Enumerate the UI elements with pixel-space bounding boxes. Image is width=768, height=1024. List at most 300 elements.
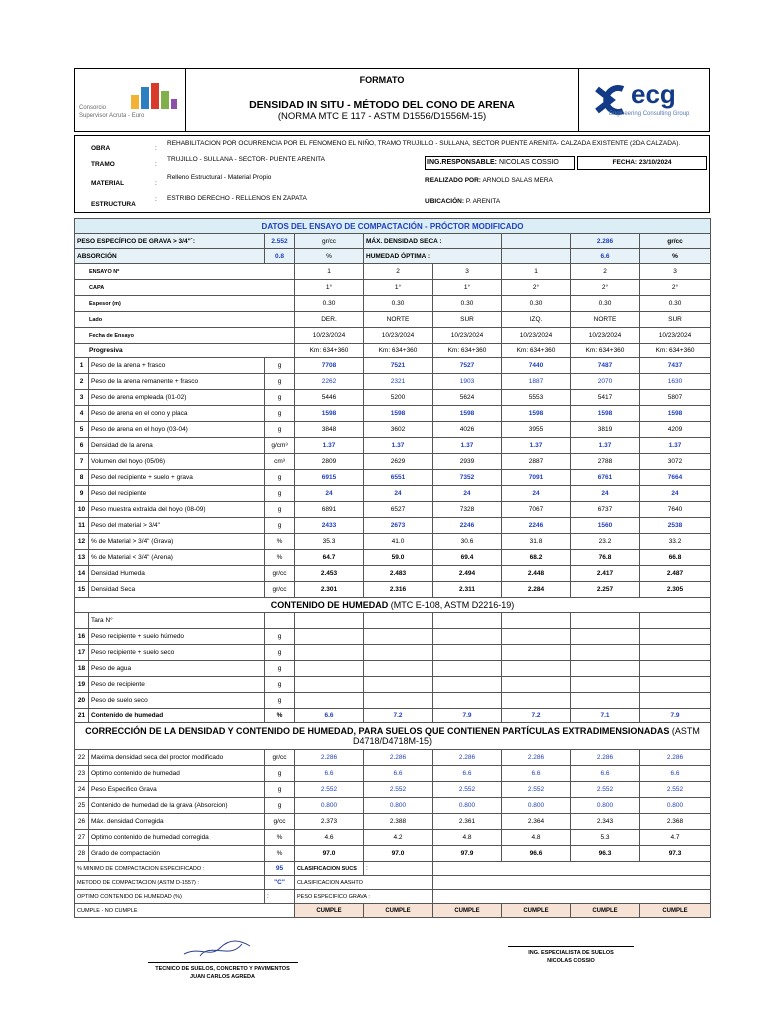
row-number: 14 (75, 566, 89, 582)
humedad-label: HUMEDAD ÓPTIMA : (364, 249, 502, 264)
row-unit: g (265, 629, 295, 645)
row-value: 1.37 (640, 438, 711, 454)
row-value: 2.286 (433, 750, 502, 766)
row-value: 1.37 (571, 438, 640, 454)
row-number: 15 (75, 582, 89, 598)
row-value: 2.417 (571, 566, 640, 582)
tara-value (640, 613, 711, 629)
row-value (640, 677, 711, 693)
meta-value: 0.30 (571, 296, 640, 312)
meta-value: Km: 634+360 (433, 344, 502, 358)
humedad-section-title (75, 598, 711, 613)
correccion-title: CORRECCIÓN DE LA DENSIDAD Y CONTENIDO DE HUMEDAD, PARA SUELOS QUE CONTIENEN PARTÍCULAS EXTRADIMENSIONADAS (85, 726, 670, 736)
row-number: 27 (75, 830, 89, 846)
row-unit: g/cm³ (265, 438, 295, 454)
meta-row (75, 328, 711, 344)
row-label: Densidad Seca (89, 582, 265, 598)
consorcio-logo-line1: Consorcio (79, 105, 107, 111)
row-value (433, 677, 502, 693)
row-value: 4.2 (364, 830, 433, 846)
cumple-label: CUMPLE - NO CUMPLE (75, 904, 295, 918)
footer-row-4 (75, 904, 711, 918)
meta-value: 10/23/2024 (364, 328, 433, 344)
row-label: Grado de compactación (89, 846, 265, 862)
meta-row (75, 296, 711, 312)
row-value: 0.800 (502, 798, 571, 814)
meta-value: 1° (364, 280, 433, 296)
row-unit: % (265, 846, 295, 862)
row-unit: g (265, 798, 295, 814)
data-row (75, 374, 711, 390)
row-label: Peso de la arena remanente + frasco (89, 374, 265, 390)
ecg-logo (578, 69, 709, 131)
row-value: 4.6 (295, 830, 364, 846)
row-value: 5200 (364, 390, 433, 406)
meta-value: 1 (295, 264, 364, 280)
data-row (75, 486, 711, 502)
correccion-row (75, 830, 711, 846)
row-value: 7328 (433, 502, 502, 518)
consorcio-logo-line2: Supervisor Acruta - Euro (79, 113, 145, 119)
row-value (571, 661, 640, 677)
footer-row-2 (75, 876, 711, 890)
row-unit: cm³ (265, 454, 295, 470)
tramo-value: TRUJILLO - SULLANA - SECTOR- PUENTE ARENITA (167, 156, 325, 163)
data-row (75, 470, 711, 486)
row-unit: % (265, 534, 295, 550)
row-label: Peso de la arena + frasco (89, 358, 265, 374)
humedad-row (75, 645, 711, 661)
meta-value: SUR (433, 312, 502, 328)
row-unit: gr/cc (265, 750, 295, 766)
optimo-colon: : (265, 890, 295, 904)
row-value: 97.0 (364, 846, 433, 862)
data-row (75, 566, 711, 582)
row-value: 3602 (364, 422, 433, 438)
row-unit: % (265, 709, 295, 723)
correccion-section-title (75, 723, 711, 750)
metodo-value: "C" (265, 876, 295, 890)
row-label: Maxima densidad seca del proctor modificado (89, 750, 265, 766)
row-label: % de Material > 3/4" (Grava) (89, 534, 265, 550)
row-value: 1598 (502, 406, 571, 422)
meta-value: 0.30 (295, 296, 364, 312)
meta-value: Km: 634+360 (295, 344, 364, 358)
row-value: 7.9 (640, 709, 711, 723)
row-unit: g/cc (265, 814, 295, 830)
row-unit: g (265, 390, 295, 406)
row-label: Peso de arena en el hoyo (03-04) (89, 422, 265, 438)
humedad-value: 6.6 (571, 249, 640, 264)
meta-value: 3 (433, 264, 502, 280)
row-number: 1 (75, 358, 89, 374)
row-value: 6.6 (295, 766, 364, 782)
row-value: 23.2 (571, 534, 640, 550)
row-value: 1598 (433, 406, 502, 422)
row-value (433, 661, 502, 677)
meta-value: 10/23/2024 (433, 328, 502, 344)
absorcion-value: 0.8 (265, 249, 295, 264)
consorcio-bars-icon (75, 69, 185, 131)
fecha-cell: FECHA: 23/10/2024 (577, 156, 707, 170)
max-dens-unit: gr/cc (640, 234, 711, 249)
row-value: 76.8 (571, 550, 640, 566)
row-value: 30.6 (433, 534, 502, 550)
row-value: 2070 (571, 374, 640, 390)
optimo-label: OPTIMO CONTENIDO DE HUMEDAD (%) (75, 890, 265, 904)
row-number: 26 (75, 814, 89, 830)
meta-value: 2 (364, 264, 433, 280)
obra-value: REHABILITACION POR OCURRENCIA POR EL FENOMENO EL NIÑO, TRAMO TRUJILLO - SULLANA, SECTOR PUENTE ARENITA- CALZADA EXISTENTE (2DA CALZADA). (167, 140, 681, 147)
row-value: 6551 (364, 470, 433, 486)
compaction-row-2 (75, 249, 711, 264)
tara-value (364, 613, 433, 629)
row-number: 24 (75, 782, 89, 798)
right-signature-role: ING. ESPECIALISTA DE SUELOS (528, 950, 614, 956)
data-row (75, 454, 711, 470)
row-label: Máx. densidad Corregida (89, 814, 265, 830)
row-value: 2.284 (502, 582, 571, 598)
meta-row (75, 344, 711, 358)
minimo-label: % MINIMO DE COMPACTACION ESPECIFICADO : (75, 862, 265, 876)
correccion-row (75, 750, 711, 766)
row-unit: g (265, 422, 295, 438)
row-value (502, 693, 571, 709)
row-value: 2.373 (295, 814, 364, 830)
realizado-cell (425, 177, 553, 184)
row-value: 33.2 (640, 534, 711, 550)
row-value: 2.552 (640, 782, 711, 798)
meta-label: CAPA (75, 280, 295, 296)
row-value: 6.6 (571, 766, 640, 782)
tara-value (502, 613, 571, 629)
row-value: 66.8 (640, 550, 711, 566)
row-label: Contenido de humedad (89, 709, 265, 723)
row-label: Peso de agua (89, 661, 265, 677)
tramo-colon: : (155, 161, 157, 168)
tara-row (75, 613, 711, 629)
humedad-norm: (MTC E-108, ASTM D2216-19) (390, 600, 515, 610)
contenido-row (75, 709, 711, 723)
row-label: Peso del recipiente (89, 486, 265, 502)
row-value: 5807 (640, 390, 711, 406)
row-number: 23 (75, 766, 89, 782)
row-value: 7.9 (433, 709, 502, 723)
peso-label: PESO ESPECIFICO GRAVA : (295, 890, 433, 904)
page-subtitle: (NORMA MTC E 117 - ASTM D1556/D1556M-15) (277, 111, 487, 122)
meta-row (75, 280, 711, 296)
sucs-label: CLASIFICACION SUCS (295, 862, 364, 876)
row-value: 1903 (433, 374, 502, 390)
format-label: FORMATO (359, 75, 405, 85)
row-value: 1630 (640, 374, 711, 390)
row-value: 7437 (640, 358, 711, 374)
row-value: 2.301 (295, 582, 364, 598)
signature-icon (180, 936, 260, 962)
meta-value: Km: 634+360 (364, 344, 433, 358)
row-value (433, 693, 502, 709)
tara-label: Tara N° (89, 613, 265, 629)
row-value (640, 661, 711, 677)
meta-value: 0.30 (502, 296, 571, 312)
project-info (74, 135, 710, 213)
row-value: 5553 (502, 390, 571, 406)
meta-label: Espesor (m) (75, 296, 295, 312)
row-unit: g (265, 406, 295, 422)
correccion-row (75, 766, 711, 782)
row-value: 1.37 (295, 438, 364, 454)
row-value: 5417 (571, 390, 640, 406)
row-label: Optimo contenido de humedad (89, 766, 265, 782)
humedad-title: CONTENIDO DE HUMEDAD (270, 600, 389, 610)
row-value: 7527 (433, 358, 502, 374)
row-unit: g (265, 766, 295, 782)
row-value: 64.7 (295, 550, 364, 566)
row-value: 2.483 (364, 566, 433, 582)
row-value: 97.3 (640, 846, 711, 862)
row-value: 6.6 (295, 709, 364, 723)
row-value: 2.286 (640, 750, 711, 766)
row-value: 7708 (295, 358, 364, 374)
row-value: 7440 (502, 358, 571, 374)
humedad-row (75, 693, 711, 709)
row-number: 18 (75, 661, 89, 677)
row-unit: % (265, 550, 295, 566)
data-row (75, 406, 711, 422)
meta-row (75, 264, 711, 280)
row-value: 2788 (571, 454, 640, 470)
realizado-label: REALIZADO POR: (425, 177, 481, 184)
row-label: Peso de suelo seco (89, 693, 265, 709)
data-row (75, 502, 711, 518)
row-value (571, 677, 640, 693)
row-value: 0.800 (295, 798, 364, 814)
row-value: 24 (640, 486, 711, 502)
row-value: 6737 (571, 502, 640, 518)
empty-cell (265, 613, 295, 629)
row-number: 3 (75, 390, 89, 406)
row-value (295, 629, 364, 645)
estructura-colon: : (155, 196, 157, 203)
responsable-value: NICOLAS COSSIO (498, 159, 559, 166)
row-label: Peso muestra extraída del hoyo (08-09) (89, 502, 265, 518)
material-colon: : (155, 180, 157, 187)
row-value: 0.800 (433, 798, 502, 814)
row-value: 2629 (364, 454, 433, 470)
row-value: 2433 (295, 518, 364, 534)
meta-value: 1° (295, 280, 364, 296)
row-value: 4.8 (433, 830, 502, 846)
meta-value: 1° (433, 280, 502, 296)
row-number: 5 (75, 422, 89, 438)
empty-cell (433, 890, 711, 904)
row-value: 6.6 (433, 766, 502, 782)
correccion-row (75, 846, 711, 862)
meta-value: 1 (502, 264, 571, 280)
row-unit: g (265, 518, 295, 534)
meta-value: 2° (571, 280, 640, 296)
empty-cell (433, 876, 711, 890)
cumple-badge: CUMPLE (295, 904, 364, 918)
correccion-row (75, 814, 711, 830)
row-value: 5624 (433, 390, 502, 406)
row-value: 0.800 (640, 798, 711, 814)
row-value: 0.800 (571, 798, 640, 814)
row-value: 5.3 (571, 830, 640, 846)
row-value: 2.552 (433, 782, 502, 798)
row-value (502, 629, 571, 645)
estructura-value: ESTRIBO DERECHO - RELLENOS EN ZAPATA (167, 195, 307, 202)
row-value: 7.2 (502, 709, 571, 723)
cumple-badge: CUMPLE (571, 904, 640, 918)
row-number: 6 (75, 438, 89, 454)
row-value: 7487 (571, 358, 640, 374)
row-value (640, 693, 711, 709)
row-value: 2.286 (295, 750, 364, 766)
row-value: 59.0 (364, 550, 433, 566)
minimo-value: 95 (265, 862, 295, 876)
humedad-unit: % (640, 249, 711, 264)
row-value: 4.7 (640, 830, 711, 846)
row-number: 8 (75, 470, 89, 486)
meta-value: 0.30 (364, 296, 433, 312)
max-dens-value: 2.286 (571, 234, 640, 249)
row-value: 2.286 (502, 750, 571, 766)
row-label: Peso recipiente + suelo seco (89, 645, 265, 661)
data-row (75, 518, 711, 534)
row-value: 96.6 (502, 846, 571, 862)
ecg-logo-name: ecg (631, 79, 676, 109)
meta-label: Progresiva (75, 344, 295, 358)
row-value: 3819 (571, 422, 640, 438)
material-value: Relleno Estructural - Material Propio (167, 174, 272, 181)
row-unit: g (265, 358, 295, 374)
row-unit: gr/cc (265, 566, 295, 582)
row-value: 1598 (364, 406, 433, 422)
sucs-colon: : (364, 862, 433, 876)
row-value: 6.6 (640, 766, 711, 782)
humedad-section-header (75, 598, 711, 613)
meta-value: 10/23/2024 (502, 328, 571, 344)
row-label: Peso de arena en el cono y placa (89, 406, 265, 422)
row-value: 6.6 (502, 766, 571, 782)
meta-value: 10/23/2024 (295, 328, 364, 344)
cumple-badge: CUMPLE (433, 904, 502, 918)
row-value: 2673 (364, 518, 433, 534)
row-value: 2.388 (364, 814, 433, 830)
row-value: 0.800 (364, 798, 433, 814)
obra-label: OBRA (91, 145, 111, 152)
row-value: 2246 (502, 518, 571, 534)
row-number: 11 (75, 518, 89, 534)
row-label: Peso Especifico Grava (89, 782, 265, 798)
row-number: 25 (75, 798, 89, 814)
row-number: 17 (75, 645, 89, 661)
density-table (74, 218, 711, 918)
row-value: 31.8 (502, 534, 571, 550)
row-value: 1598 (571, 406, 640, 422)
form-header (74, 68, 710, 132)
data-row (75, 438, 711, 454)
row-unit: g (265, 661, 295, 677)
footer-row-3 (75, 890, 711, 904)
row-value: 4209 (640, 422, 711, 438)
meta-value: 10/23/2024 (640, 328, 711, 344)
row-value: 7664 (640, 470, 711, 486)
left-signature-name: JUAN CARLOS AGREDA (190, 974, 255, 980)
row-unit: g (265, 645, 295, 661)
empty-cell (75, 613, 89, 629)
data-row (75, 358, 711, 374)
metodo-label: METODO DE COMPACTACION (ASTM D-1557) : (75, 876, 265, 890)
row-number: 28 (75, 846, 89, 862)
row-unit: gr/cc (265, 582, 295, 598)
meta-label: ENSAYO Nº (75, 264, 295, 280)
row-value (364, 645, 433, 661)
meta-value: Km: 634+360 (571, 344, 640, 358)
row-value: 3955 (502, 422, 571, 438)
tramo-label: TRAMO (91, 161, 115, 168)
row-number: 19 (75, 677, 89, 693)
row-value (295, 645, 364, 661)
row-value: 6761 (571, 470, 640, 486)
meta-value: IZQ. (502, 312, 571, 328)
row-label: Densidad de la arena (89, 438, 265, 454)
row-number: 12 (75, 534, 89, 550)
row-unit: g (265, 502, 295, 518)
row-number: 21 (75, 709, 89, 723)
row-value: 2.311 (433, 582, 502, 598)
row-value: 2.286 (364, 750, 433, 766)
obra-colon: : (155, 145, 157, 152)
row-value: 7067 (502, 502, 571, 518)
responsable-cell (425, 156, 575, 170)
row-value: 1.37 (502, 438, 571, 454)
row-value: 24 (364, 486, 433, 502)
row-label: Peso de recipiente (89, 677, 265, 693)
row-value: 7.2 (364, 709, 433, 723)
row-value: 1598 (295, 406, 364, 422)
meta-value: DER. (295, 312, 364, 328)
row-label: Peso del material > 3/4" (89, 518, 265, 534)
row-unit: g (265, 470, 295, 486)
row-value: 2.364 (502, 814, 571, 830)
row-value: 2.448 (502, 566, 571, 582)
meta-value: Km: 634+360 (640, 344, 711, 358)
row-number: 22 (75, 750, 89, 766)
row-value: 2.368 (640, 814, 711, 830)
tara-value (433, 613, 502, 629)
row-value: 7352 (433, 470, 502, 486)
data-row (75, 422, 711, 438)
row-number: 9 (75, 486, 89, 502)
responsable-label: ING.RESPONSABLE: (427, 159, 498, 166)
peso-grava-label: PESO ESPECÍFICO DE GRAVA > 3/4"`: (75, 234, 265, 249)
cumple-badge: CUMPLE (364, 904, 433, 918)
row-value: 2.286 (571, 750, 640, 766)
meta-value: 10/23/2024 (571, 328, 640, 344)
meta-value: 2° (640, 280, 711, 296)
row-value: 2538 (640, 518, 711, 534)
row-value: 2.494 (433, 566, 502, 582)
row-value (571, 645, 640, 661)
aashto-label: CLASIFICACION AASHTO (295, 876, 433, 890)
row-value: 1560 (571, 518, 640, 534)
row-value: 5446 (295, 390, 364, 406)
row-label: Peso del recipiente + suelo + grava (89, 470, 265, 486)
row-number: 13 (75, 550, 89, 566)
row-value: 4026 (433, 422, 502, 438)
